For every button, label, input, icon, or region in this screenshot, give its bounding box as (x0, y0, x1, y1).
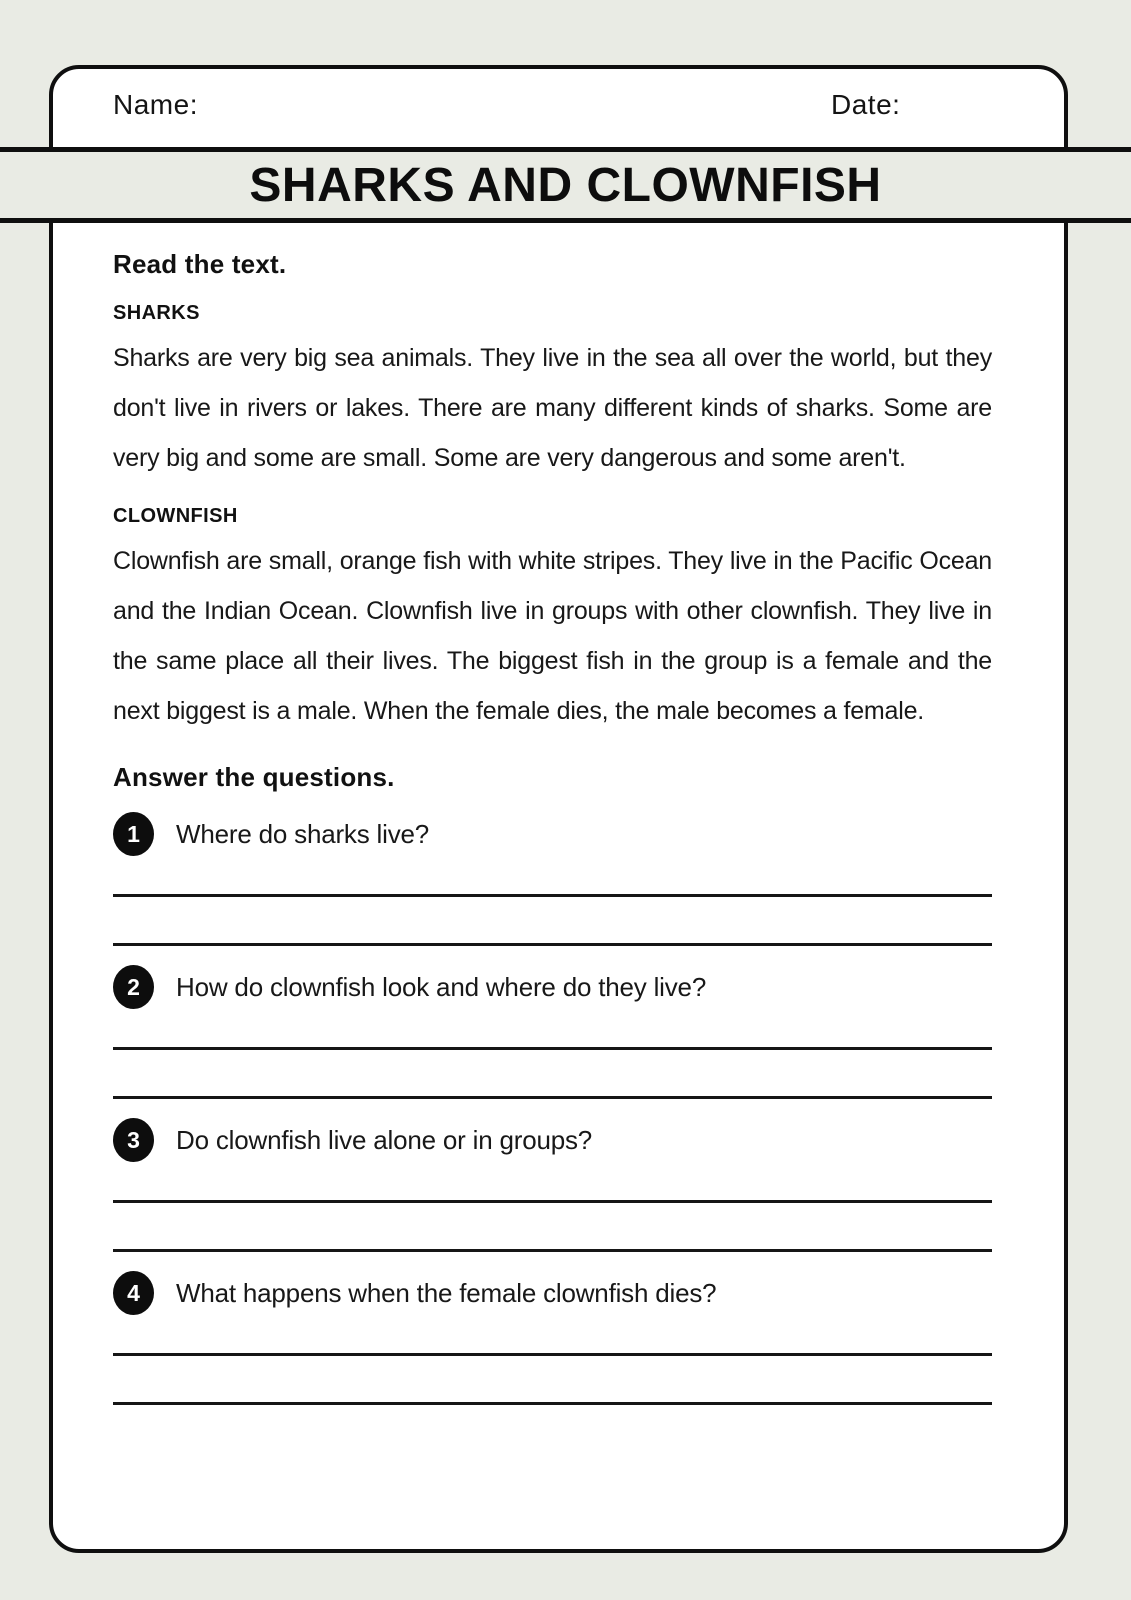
passage-text-clownfish: Clownfish are small, orange fish with white stripes. They live in the Pacific Ocean and the Indian Ocean. Clownfish live in groups with other clownfish. They live in the same place all their lives. The biggest fish in the group is a female and the next biggest is a male. When the female dies, the male becomes a female. (113, 547, 992, 725)
question-number-badge: 4 (113, 1271, 154, 1315)
answer-line[interactable] (113, 857, 992, 897)
answer-line[interactable] (113, 897, 992, 946)
question-2-row (113, 964, 992, 1010)
answer-line[interactable] (113, 1203, 992, 1252)
page-title: SHARKS AND CLOWNFISH (249, 158, 882, 212)
answer-line[interactable] (113, 1356, 992, 1405)
question-2 (113, 964, 992, 1099)
date-label: Date: (831, 89, 901, 120)
passage-heading-sharks: SHARKS (113, 302, 200, 324)
question-number-badge: 1 (113, 812, 154, 856)
read-instruction: Read the text. (113, 249, 287, 279)
question-3 (113, 1117, 992, 1252)
question-1-row (113, 811, 992, 857)
question-number-badge: 3 (113, 1118, 154, 1162)
answer-instruction: Answer the questions. (113, 762, 395, 792)
worksheet-body (49, 219, 1068, 1553)
name-label: Name: (113, 89, 198, 120)
answer-line[interactable] (113, 1050, 992, 1099)
question-text: What happens when the female clownfish dies? (176, 1277, 717, 1308)
passage-heading-clownfish: CLOWNFISH (113, 505, 238, 527)
answer-line[interactable] (113, 1010, 992, 1050)
question-4-row (113, 1270, 992, 1316)
question-text: Do clownfish live alone or in groups? (176, 1124, 593, 1155)
title-banner (0, 147, 1131, 223)
question-4 (113, 1270, 992, 1405)
question-text: Where do sharks live? (176, 818, 430, 849)
question-1 (113, 811, 992, 946)
question-text: How do clownfish look and where do they live? (176, 971, 707, 1002)
question-3-row (113, 1117, 992, 1163)
question-number-badge: 2 (113, 965, 154, 1009)
answer-line[interactable] (113, 1163, 992, 1203)
passage-text-sharks: Sharks are very big sea animals. They live in the sea all over the world, but they don't live in rivers or lakes. There are many different kinds of sharks. Some are very big and some are small. Some are very dangerous and some aren't. (113, 344, 992, 472)
answer-line[interactable] (113, 1316, 992, 1356)
